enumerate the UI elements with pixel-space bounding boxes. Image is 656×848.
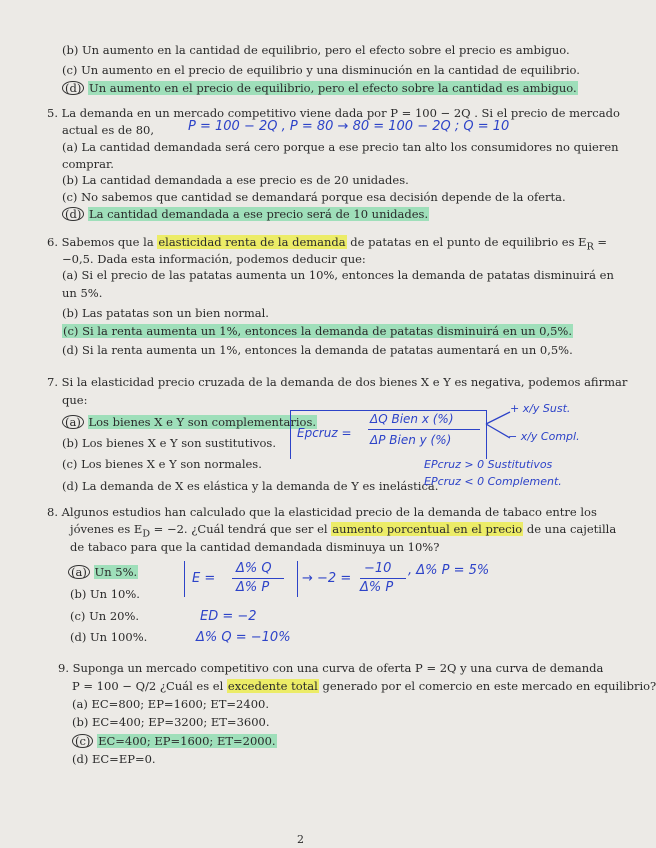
q8-hand-step-numerator: −10 xyxy=(364,561,392,576)
q9-option-d: (d) EC=EP=0. xyxy=(72,752,156,766)
answer-circle: (d) xyxy=(62,81,84,95)
q8-stem-line2: jóvenes es $E_D = -2$. ¿Cuál tendrá que ser el aumento porcentual en el precio de una cajetilla xyxy=(70,522,617,540)
q7-hand-numerator: ΔQ Bien x (%) xyxy=(370,412,454,426)
answer-circle: (a) xyxy=(68,565,90,579)
q7-stem-line2: que: xyxy=(62,393,88,407)
q6-stem-line1: 6. Sabemos que la elasticidad renta de la demanda de patatas en el punto de equilibrio es $E_R$ = xyxy=(47,235,608,253)
keyword-highlight: elasticidad renta de la demanda xyxy=(158,235,346,249)
q5-option-a-line2: comprar. xyxy=(62,157,114,171)
answer-circle: (a) xyxy=(62,415,84,429)
q4-option-c: (c) Un aumento en el precio de equilibrio y una disminución en la cantidad de equilibrio. xyxy=(62,63,580,77)
q7-option-b: (b) Los bienes X e Y son sustitutivos. xyxy=(62,436,276,450)
q8-hand-denominator: Δ% P xyxy=(236,580,270,595)
q5-handwritten-solution: P = 100 − 2Q , P = 80 → 80 = 100 − 2Q ; Q = 10 xyxy=(188,119,510,134)
q8-hand-numerator: Δ% Q xyxy=(236,561,272,576)
q7-hand-note-negative: EPcruz < 0 Complement. xyxy=(424,475,562,488)
q8-stem-line1: 8. Algunos estudios han calculado que la elasticidad precio de la demanda de tabaco entre los xyxy=(47,505,597,519)
q9-stem-line1: 9. Suponga un mercado competitivo con una curva de oferta P = 2Q y una curva de demanda xyxy=(58,661,604,675)
q9-stem-line2: P = 100 − Q/2 ¿Cuál es el excedente total generado por el comercio en este mercado en equilibrio? xyxy=(72,679,656,693)
q7-fraction-bar xyxy=(368,429,480,430)
q8-hand-step-denominator: Δ% P xyxy=(360,580,394,595)
answer-highlight: Un 5%. xyxy=(94,565,138,579)
q4-option-d xyxy=(62,81,578,95)
keyword-highlight: excedente total xyxy=(227,679,318,693)
q6-option-a-line2: un 5%. xyxy=(62,286,103,300)
q5-option-d xyxy=(62,207,429,221)
answer-highlight: EC=400; EP=1600; ET=2000. xyxy=(98,734,276,748)
answer-highlight: (c) Si la renta aumenta un 1%, entonces la demanda de patatas disminuirá en un 0,5%. xyxy=(63,324,572,338)
answer-circle: (c) xyxy=(72,734,93,748)
q8-hand-quantity-change: Δ% Q = −10% xyxy=(196,630,291,645)
q8-option-b: (b) Un 10%. xyxy=(70,587,140,601)
q6-stem-line2: −0,5. Dada esta información, podemos deducir que: xyxy=(62,252,366,266)
q6-option-c xyxy=(62,324,573,338)
q8-hand-elasticity: ED = −2 xyxy=(200,609,257,624)
q5-option-b: (b) La cantidad demandada a ese precio es de 20 unidades. xyxy=(62,173,409,187)
q8-option-d: (d) Un 100%. xyxy=(70,630,148,644)
q7-option-c: (c) Los bienes X e Y son normales. xyxy=(62,457,262,471)
answer-highlight: La cantidad demandada a ese precio será de 10 unidades. xyxy=(89,207,429,221)
q9-option-c xyxy=(72,734,277,748)
q8-hand-step: → −2 = xyxy=(302,571,352,586)
q5-stem-line2: actual es de 80, xyxy=(62,123,154,137)
q8-fraction-bar xyxy=(232,578,284,579)
q7-hand-note-positive: EPcruz > 0 Sustitutivos xyxy=(424,458,553,471)
q7-stem-line1: 7. Si la elasticidad precio cruzada de la demanda de dos bienes X e Y es negativa, podemos afirmar xyxy=(47,375,628,389)
q9-option-a: (a) EC=800; EP=1600; ET=2400. xyxy=(72,697,269,711)
q8-hand-result: , Δ% P = 5% xyxy=(408,563,490,578)
q6-option-a-line1: (a) Si el precio de las patatas aumenta un 10%, entonces la demanda de patatas disminuirá en xyxy=(62,268,614,282)
q9-option-b: (b) EC=400; EP=3200; ET=3600. xyxy=(72,715,270,729)
answer-highlight: Los bienes X e Y son complementarios. xyxy=(88,415,317,429)
q7-hand-negative: − x/y Compl. xyxy=(508,430,580,443)
q8-stem-line3: de tabaco para que la cantidad demandada disminuya un 10%? xyxy=(70,540,440,554)
q6-option-b: (b) Las patatas son un bien normal. xyxy=(62,306,269,320)
q8-hand-lhs: E = xyxy=(192,571,216,586)
q7-option-d: (d) La demanda de X es elástica y la demanda de Y es inelástica. xyxy=(62,479,439,493)
q8-option-c: (c) Un 20%. xyxy=(70,609,140,623)
q5-option-a-line1: (a) La cantidad demandada será cero porque a ese precio tan alto los consumidores no quieren xyxy=(62,140,619,154)
q4-option-b: (b) Un aumento en la cantidad de equilibrio, pero el efecto sobre el precio es ambiguo. xyxy=(62,43,570,57)
q7-hand-lhs: Epcruz = xyxy=(297,426,352,440)
q7-hand-positive: + x/y Sust. xyxy=(510,402,571,415)
q8-option-a xyxy=(68,565,138,579)
q5-stem-line1: 5. La demanda en un mercado competitivo viene dada por P = 100 − 2Q . Si el precio de mercado xyxy=(47,106,620,120)
page-number: 2 xyxy=(297,833,304,846)
q5-option-c: (c) No sabemos que cantidad se demandará porque esa decisión depende de la oferta. xyxy=(62,190,566,204)
q7-hand-denominator: ΔP Bien y (%) xyxy=(370,433,452,447)
q7-arrow-marks xyxy=(484,408,514,442)
q7-option-a xyxy=(62,415,317,429)
answer-highlight: Un aumento en el precio de equilibrio, pero el efecto sobre la cantidad es ambiguo. xyxy=(89,81,577,95)
q6-option-d: (d) Si la renta aumenta un 1%, entonces la demanda de patatas aumentará en un 0,5%. xyxy=(62,343,573,357)
q8-step-fraction-bar xyxy=(360,578,406,579)
answer-circle: (d) xyxy=(62,207,84,221)
keyword-highlight: aumento porcentual en el precio xyxy=(332,522,523,536)
